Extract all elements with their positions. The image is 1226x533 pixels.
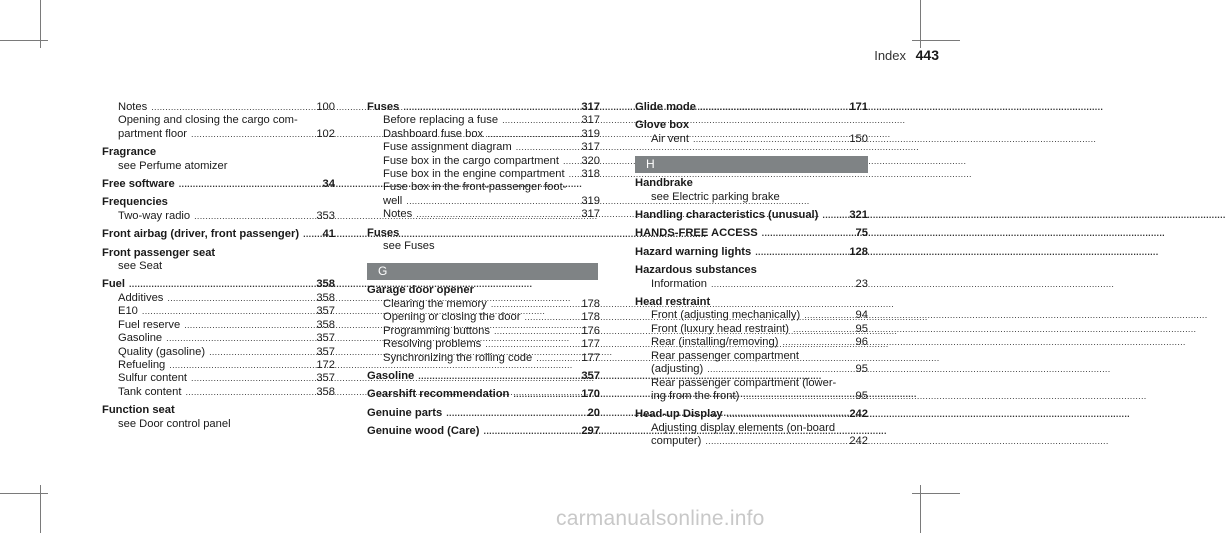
entry-text: Free software	[102, 178, 175, 191]
section-header: H	[635, 156, 868, 173]
index-subentry	[367, 311, 600, 324]
leader-dots	[516, 141, 578, 154]
entry-text: Dashboard fuse box	[383, 127, 484, 140]
entry-text: Sulfur content	[118, 372, 188, 385]
index-entry	[102, 178, 335, 191]
leader-dots	[191, 372, 312, 385]
entry-text: Synchronizing the rolling code	[383, 351, 533, 364]
leader-dots	[194, 210, 312, 223]
entry-text: Rear passenger compartment (lower-	[651, 376, 837, 389]
index-subentry	[635, 191, 868, 204]
leader-dots	[569, 168, 578, 181]
crop-mark	[40, 0, 41, 48]
section-header: G	[367, 263, 598, 280]
index-subentry	[102, 346, 335, 359]
index-subentry	[367, 352, 600, 365]
page-reference: 358	[316, 385, 335, 398]
index-subentry	[102, 372, 335, 385]
index-subentry	[367, 195, 600, 208]
index-entry	[367, 425, 600, 438]
leader-dots	[303, 228, 318, 241]
index-subentry	[635, 336, 868, 349]
leader-dots	[743, 390, 851, 403]
page-reference: 317	[581, 208, 600, 221]
leader-dots	[707, 363, 851, 376]
crop-mark	[920, 0, 921, 48]
leader-dots	[502, 114, 577, 127]
index-entry	[635, 227, 868, 240]
page-number: 443	[915, 47, 939, 63]
page-reference: 242	[849, 408, 868, 421]
index-entry	[367, 284, 600, 297]
page-reference: 317	[581, 141, 600, 154]
index-subentry	[102, 319, 335, 332]
page-reference: 357	[316, 345, 335, 358]
entry-text: Opening and closing the cargo com-	[118, 114, 298, 127]
index-subentry	[367, 128, 600, 141]
entry-text: Two-way radio	[118, 209, 191, 222]
entry-text: Front (adjusting mechanically)	[651, 309, 801, 322]
entry-text: partment floor	[118, 127, 188, 140]
index-entry	[635, 246, 868, 259]
index-subentry	[635, 435, 868, 448]
index-subentry	[635, 278, 868, 291]
leader-dots	[184, 319, 312, 332]
entry-text: Notes	[118, 101, 148, 113]
leader-dots	[446, 407, 583, 420]
entry-text: Hazardous substances	[635, 264, 757, 277]
entry-text: Frequencies	[102, 196, 168, 209]
leader-dots	[524, 311, 577, 324]
page-reference: 75	[855, 227, 868, 240]
entry-text: Air vent	[651, 132, 689, 145]
index-column-1	[102, 101, 335, 431]
entry-text: Fuse box in the cargo compartment	[383, 154, 559, 167]
page-reference: 178	[581, 311, 600, 324]
entry-text: Refueling	[118, 358, 166, 371]
index-entry	[102, 146, 335, 159]
index-entry	[367, 407, 600, 420]
header-label: Index	[874, 48, 907, 63]
entry-text: Fuses	[367, 101, 400, 113]
page-reference: 317	[581, 101, 600, 113]
entry-text: Before replacing a fuse	[383, 114, 499, 127]
index-subentry	[367, 155, 600, 168]
page-reference: 357	[581, 369, 600, 382]
page-reference: 319	[581, 127, 600, 140]
page-reference: 172	[316, 358, 335, 371]
page-reference: 20	[587, 406, 600, 419]
entry-text: HANDS-FREE ACCESS	[635, 227, 758, 240]
entry-text: Glide mode	[635, 101, 696, 113]
leader-dots	[191, 128, 312, 141]
index-subentry	[367, 114, 600, 127]
leader-dots	[209, 346, 312, 359]
index-entry	[102, 196, 335, 209]
page-reference: 357	[316, 332, 335, 345]
entry-text: Programming buttons	[383, 324, 490, 337]
entry-text: Quality (gasoline)	[118, 345, 206, 358]
entry-text: Handling characteristics (unusual)	[635, 209, 819, 222]
entry-text: Genuine parts	[367, 406, 443, 419]
entry-text: see Door control panel	[118, 417, 231, 430]
entry-text: Adjusting display elements (on-board	[651, 421, 836, 434]
entry-text: see Fuses	[383, 240, 435, 253]
leader-dots	[418, 370, 577, 383]
index-subentry	[367, 181, 600, 194]
page-reference: 178	[581, 297, 600, 310]
page-reference: 357	[316, 372, 335, 385]
entry-text: Resolving problems	[383, 338, 482, 351]
entry-text: Fuel	[102, 278, 125, 291]
entry-text: Rear passenger compartment	[651, 349, 799, 362]
entry-text: Head restraint	[635, 296, 711, 309]
leader-dots	[129, 278, 312, 291]
index-entry	[367, 370, 600, 383]
index-subentry	[635, 377, 868, 390]
index-subentry	[102, 359, 335, 372]
page-reference: 95	[855, 389, 868, 402]
page-reference: 297	[581, 425, 600, 438]
index-subentry	[102, 160, 335, 173]
entry-text: Gasoline	[367, 369, 415, 382]
leader-dots	[700, 101, 845, 114]
entry-text: Function seat	[102, 404, 175, 417]
leader-dots	[513, 388, 577, 401]
index-subentry	[367, 325, 600, 338]
entry-text: Hazard warning lights	[635, 245, 752, 258]
leader-dots	[536, 352, 577, 365]
page-reference: 150	[849, 132, 868, 145]
index-subentry	[635, 422, 868, 435]
leader-dots	[169, 359, 312, 372]
page-reference: 170	[581, 388, 600, 401]
index-subentry	[102, 292, 335, 305]
page-reference: 321	[849, 209, 868, 222]
leader-dots	[185, 386, 312, 399]
entry-text: Fuse box in the engine compartment	[383, 168, 565, 181]
leader-dots	[485, 338, 577, 351]
leader-dots	[142, 305, 312, 318]
leader-dots	[727, 408, 846, 421]
page-reference: 317	[581, 114, 600, 127]
entry-text: Gearshift recommendation	[367, 388, 510, 401]
index-column-3	[635, 101, 868, 449]
index-subentry	[367, 240, 600, 253]
leader-dots	[804, 309, 851, 322]
page-reference: 95	[855, 322, 868, 335]
entry-text: Additives	[118, 291, 164, 304]
index-entry	[102, 404, 335, 417]
index-subentry	[367, 168, 600, 181]
entry-text: Fuse assignment diagram	[383, 141, 512, 154]
entry-text: computer)	[651, 435, 702, 448]
leader-dots	[151, 101, 312, 114]
entry-text: Information	[651, 277, 707, 290]
page-reference: 320	[581, 154, 600, 167]
leader-dots	[822, 209, 845, 222]
index-subentry	[102, 260, 335, 273]
page-reference: 319	[581, 194, 600, 207]
entry-text: Head-up Display	[635, 408, 723, 421]
page-reference: 94	[855, 309, 868, 322]
index-subentry	[635, 133, 868, 146]
index-subentry	[102, 386, 335, 399]
entry-text: Fuse box in the front-passenger foot-	[383, 181, 567, 194]
page-reference: 358	[316, 318, 335, 331]
entry-text: ing from the front)	[651, 389, 740, 402]
entry-text: Tank content	[118, 385, 182, 398]
entry-text: Genuine wood (Care)	[367, 425, 480, 438]
index-entry	[102, 278, 335, 291]
index-subentry	[635, 390, 868, 403]
entry-text: Clearing the memory	[383, 297, 487, 310]
page-reference: 358	[316, 278, 335, 291]
page-reference: 177	[581, 351, 600, 364]
page-reference: 96	[855, 336, 868, 349]
leader-dots	[484, 425, 578, 438]
leader-dots	[179, 178, 319, 191]
index-entry	[635, 408, 868, 421]
entry-text: Front airbag (driver, front passenger)	[102, 228, 300, 241]
leader-dots	[762, 227, 852, 240]
entry-text: Rear (installing/removing)	[651, 336, 779, 349]
entry-text: E10	[118, 305, 138, 318]
index-subentry	[635, 323, 868, 336]
index-entry	[367, 388, 600, 401]
page-reference: 34	[322, 178, 335, 191]
index-subentry	[635, 350, 868, 363]
leader-dots	[693, 133, 845, 146]
index-subentry	[367, 298, 600, 311]
page-reference: 95	[855, 363, 868, 376]
index-subentry	[102, 128, 335, 141]
index-subentry	[367, 208, 600, 221]
leader-dots	[491, 298, 577, 311]
index-entry	[635, 296, 868, 309]
page-reference: 358	[316, 291, 335, 304]
entry-text: Glove box	[635, 119, 690, 132]
index-entry	[635, 177, 868, 190]
entry-text: Fuses	[367, 226, 400, 239]
crop-mark	[40, 485, 41, 533]
page-reference: 102	[316, 127, 335, 140]
page-header	[874, 47, 939, 63]
leader-dots	[711, 278, 852, 291]
leader-dots	[416, 208, 577, 221]
index-subentry	[102, 418, 335, 431]
entry-text: Front passenger seat	[102, 246, 216, 259]
entry-text: Garage door opener	[367, 284, 474, 297]
leader-dots	[406, 195, 577, 208]
entry-text: Front (luxury head restraint)	[651, 322, 790, 335]
page-reference: 177	[581, 338, 600, 351]
index-subentry	[635, 363, 868, 376]
entry-text: Fragrance	[102, 146, 157, 159]
index-subentry	[102, 101, 335, 114]
index-subentry	[102, 305, 335, 318]
index-entry	[102, 247, 335, 260]
page-reference: 128	[849, 245, 868, 258]
page-reference: 41	[322, 228, 335, 241]
watermark: carmanualsonline.info	[556, 507, 765, 530]
crop-mark	[920, 485, 921, 533]
index-column-2	[367, 101, 600, 439]
index-entry	[635, 101, 868, 114]
entry-text: see Electric parking brake	[651, 190, 780, 203]
page-reference: 100	[316, 101, 335, 113]
index-subentry	[102, 332, 335, 345]
entry-text: well	[383, 194, 403, 207]
leader-dots	[782, 336, 851, 349]
leader-dots	[166, 332, 312, 345]
index-entry	[102, 228, 335, 241]
entry-text: see Seat	[118, 260, 163, 273]
leader-dots	[705, 435, 845, 448]
index-subentry	[102, 114, 335, 127]
page-reference: 23	[855, 277, 868, 290]
index-entry	[635, 119, 868, 132]
leader-dots	[755, 246, 845, 259]
page-reference: 176	[581, 324, 600, 337]
page-reference: 171	[849, 101, 868, 113]
entry-text: Gasoline	[118, 332, 163, 345]
entry-text: Fuel reserve	[118, 318, 181, 331]
page-reference: 242	[849, 435, 868, 448]
entry-text: see Perfume atomizer	[118, 159, 228, 172]
page-reference: 357	[316, 305, 335, 318]
index-subentry	[102, 210, 335, 223]
index-entry	[635, 209, 868, 222]
leader-dots	[167, 292, 312, 305]
index-subentry	[367, 141, 600, 154]
leader-dots	[403, 101, 577, 114]
entry-text: Opening or closing the door	[383, 311, 521, 324]
index-entry	[367, 227, 600, 240]
leader-dots	[494, 325, 577, 338]
leader-dots	[563, 155, 577, 168]
entry-text: Notes	[383, 208, 413, 221]
leader-dots	[793, 323, 852, 336]
index-entry	[635, 264, 868, 277]
page-reference: 353	[316, 209, 335, 222]
leader-dots	[487, 128, 577, 141]
entry-text: (adjusting)	[651, 363, 704, 376]
index-subentry	[635, 309, 868, 322]
page-reference: 318	[581, 168, 600, 181]
entry-text: Handbrake	[635, 177, 693, 190]
index-entry	[367, 101, 600, 114]
index-subentry	[367, 338, 600, 351]
